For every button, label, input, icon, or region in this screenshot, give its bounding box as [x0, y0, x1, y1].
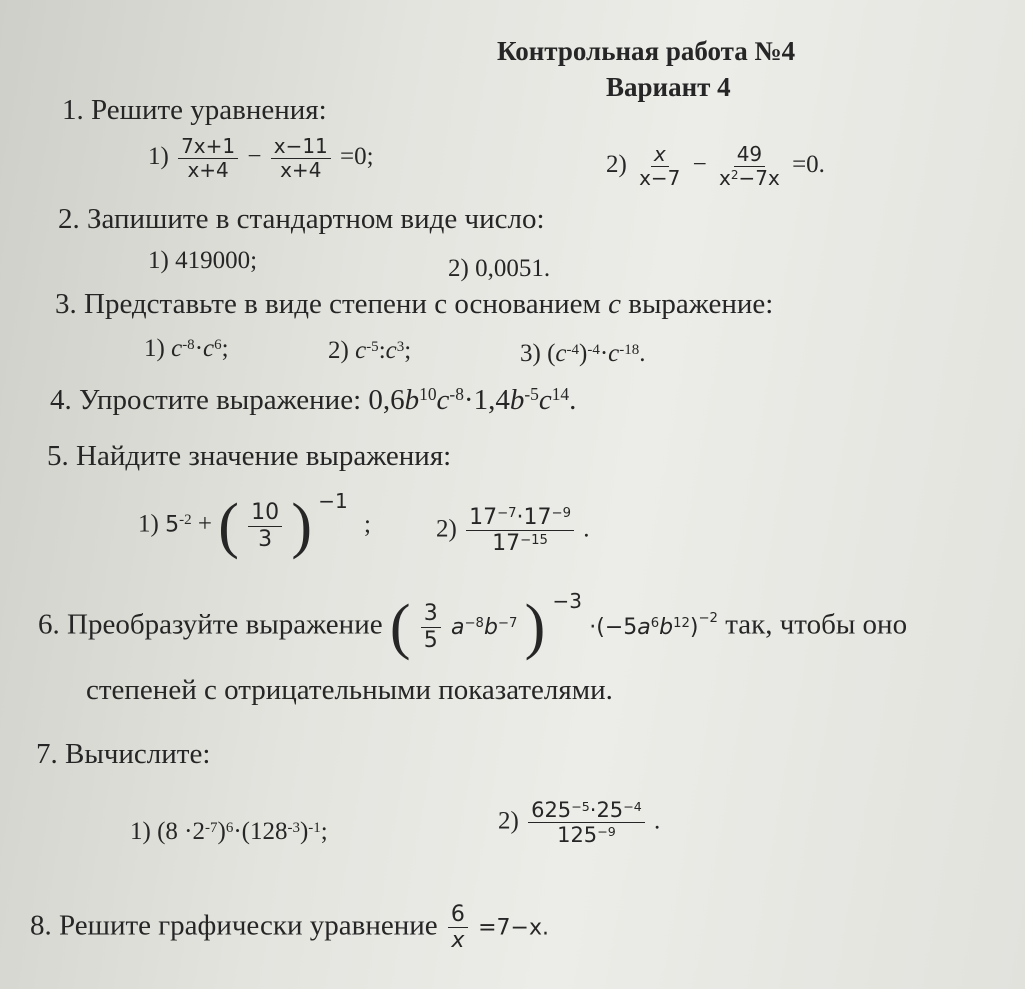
fraction	[528, 798, 645, 847]
task-7-item-1: 1) $(8 \cdot 2^{-7})^6\cdot(128^{-3})^{-1}$;	[130, 818, 328, 845]
numerator: $17^{-7}\cdot 17^{-9}$	[466, 505, 574, 531]
denominator: $17^{-15}$	[492, 531, 548, 557]
numerator: 7x+1	[178, 135, 238, 159]
task-5-item-1: 1) $5^{-2}$ + ( $\frac{10}{3}$ ) $^{-1}$ ;	[138, 488, 371, 560]
denominator: 3	[258, 526, 273, 552]
task-1-equation-2	[606, 143, 825, 190]
denominator: 5	[423, 627, 438, 653]
fraction	[636, 143, 683, 190]
denominator: $125^{-9}$	[557, 823, 616, 848]
numerator: x	[651, 143, 669, 167]
denominator: x+4	[187, 158, 229, 182]
task-2-item-2: 2) 0,0051.	[448, 255, 551, 282]
left-paren: (	[218, 492, 239, 560]
numerator: 3	[421, 601, 441, 627]
task-1-equation-1	[148, 135, 374, 182]
left-paren: (	[389, 593, 411, 661]
task-3-item-3: 3) $(c^{-4})^{-4}\cdot c^{-18}$.	[520, 340, 646, 367]
numerator: 49	[734, 143, 765, 167]
task-2-heading: 2. Запишите в стандартном виде число:	[58, 203, 545, 235]
denominator: x−7	[639, 166, 681, 190]
task-7-item-2: 2) $\frac{625^{-5}\cdot 25^{-4}}{125^{-9}}$ .	[498, 798, 661, 848]
minus-sign: −	[247, 143, 262, 171]
item-number: 1)	[148, 143, 169, 171]
minus-sign: −	[692, 151, 707, 179]
task-8-heading: 8. Решите графически уравнение $\frac{6}{x}$ =7−x.	[30, 902, 550, 954]
variant-label: Вариант 4	[606, 72, 731, 102]
base-variable: с	[608, 288, 621, 320]
numerator: 6	[448, 902, 468, 928]
task-4-heading: 4. Упростите выражение: $0,6b^{10}c^{-8}\cdot 1,4b^{-5}c^{14}$.	[50, 384, 577, 416]
denominator: x+4	[280, 158, 322, 182]
numerator: 10	[248, 500, 282, 526]
right-paren: )	[291, 492, 312, 560]
fraction	[448, 902, 468, 954]
right-paren: )	[524, 593, 546, 661]
task-1-heading: 1. Решите уравнения:	[62, 94, 327, 126]
task-3-heading: 3. Представьте в виде степени с основанием с выражение:	[55, 288, 774, 320]
fraction	[466, 505, 574, 557]
task-6-line-2: степеней с отрицательными показателями.	[86, 674, 613, 706]
task-7-heading: 7. Вычислите:	[36, 738, 211, 770]
numerator: x−11	[271, 135, 331, 159]
fraction	[421, 601, 441, 653]
task-5-item-2: 2) $\frac{17^{-7}\cdot 17^{-9}}{17^{-15}}$ .	[436, 505, 590, 557]
denominator: x	[451, 928, 465, 954]
task-3-item-2: 2) $c^{-5}:c^3$;	[328, 337, 412, 364]
fraction	[178, 135, 238, 182]
item-number: 2)	[606, 151, 627, 179]
fraction	[271, 135, 331, 182]
task-6-line-1: 6. Преобразуйте выражение ( $\frac{3}{5}$ $a^{-8}b^{-7}$ ) $^{-3} \cdot(-5a^6b^{12})^{-2}$ так, чтобы оно	[38, 588, 908, 661]
fraction	[248, 500, 282, 552]
task-2-item-1: 1) 419000;	[148, 247, 258, 274]
fraction	[716, 143, 783, 190]
denominator: $x^2-7x$	[719, 166, 780, 190]
task-3-item-1: 1) $c^{-8}\cdot c^6$;	[144, 335, 229, 362]
equation-tail: =0.	[792, 151, 825, 179]
numerator: $625^{-5}\cdot 25^{-4}$	[528, 798, 645, 823]
task-5-heading: 5. Найдите значение выражения:	[47, 440, 452, 472]
equation-tail: =0;	[340, 143, 374, 171]
worksheet-title: Контрольная работа №4	[497, 36, 796, 66]
